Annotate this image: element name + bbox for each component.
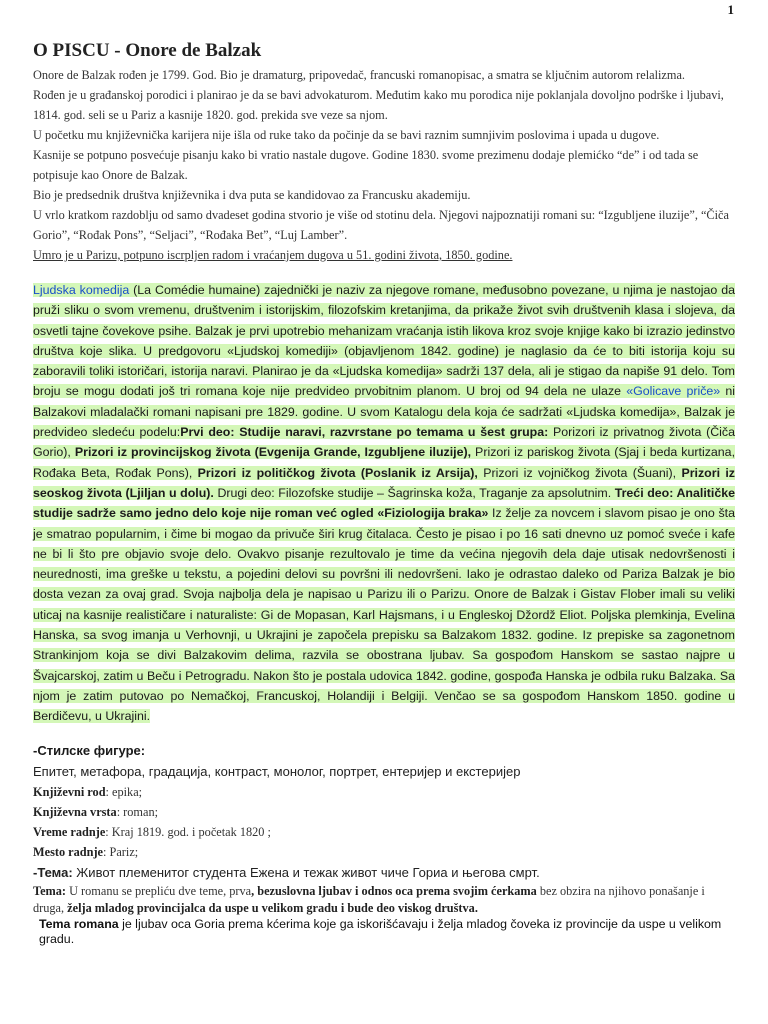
tema-romana xyxy=(39,917,735,947)
tema-bold-2: želja mladog provincijalca da uspe u velikom gradu i bude deo viskog društva. xyxy=(67,900,478,915)
tema-cyrillic xyxy=(33,862,735,883)
hl-text-7: Iz želje za novcem i slavom pisao je ono šta je smatrao popularnim, i čime bi mogao da privuče širi krug čitalaca. Često je pisao i po 16 sati dnevno uz pomoć sveće i kafe ne bi li što pre objavio svoje delo. Ovakvo pisanje rezultovalo je time da većina njegovih dela daje utisak nedovršenosti i neurednosti, ima greške u tekstu, a pojedini delovi su površni ili nedovršeni. Iako je odrastao daleko od Pariza Balzak je bio dosta vezan za ovaj grad. Svoja najbolja dela je napisao u Parizu ili o Parizu. Onore de Balzak i Gistav Flober imali su veliki uticaj na kasnije realističare i naturaliste: Gi de Mopasan, Karl Hajsmans, i u Engleskoj Džordž Eliot. Poljska plemkinja, Evelina Hanska, sa svog imanja u Verhovnji, u Ukrajini je započela prepisku sa Balzakom 1832. godine. Iz prepiske sa zagonetnom Strankinjom koja se divi Balzakovim delima, razvila se obostrana ljubav. Sa gospođom Hanskom se sastao najpre u Švajcarskoj, zatim u Beču i Petrogradu. Nakon što je postala udovica 1842. godine, gospođa Hanska je odbila ruku Balzaka. Sa njom je zatim putovao po Nemačkoj, Francuskoj, Holandiji i Belgiji. Venčao se sa gospođom Hanskom 1850. godine u Berdičevu, u Ukrajini. xyxy=(33,506,735,724)
meta-value: : roman; xyxy=(116,804,159,819)
hl-bold-5: Treći deo: Analitičke studije sadrže samo jedno delo koje nije roman već ogled «Fiziologija braka» xyxy=(33,485,735,521)
meta-row-rod xyxy=(33,782,735,802)
figures-list: Епитет, метафора, градација, контраст, монолог, портрет, ентеријер и екстеријер xyxy=(33,763,521,779)
tema-bold-1: , bezuslovna ljubav i odnos oca prema svojim ćerkama xyxy=(251,883,537,898)
hl-bold-3: Prizori iz političkog života (Poslanik iz Arsija), xyxy=(197,465,478,480)
meta-label: Vreme radnje xyxy=(33,824,106,839)
tema-romana-label: Tema romana xyxy=(39,916,119,931)
hl-text-6: Drugi deo: Filozofske studije – Šagrinska koža, Traganje za apsolutnim. xyxy=(213,485,615,500)
intro-paragraph-3: U početku mu književnička karijera nije išla od ruke tako da počinje da se bavi raznim sumnjivim poslovima i upada u dugove. xyxy=(33,128,660,142)
hl-text-2: ni Balzakovi mladalački romani napisani pre 1829. godine. U svom Katalogu dela koja će sadržati «Ljudska komedija», Balzak je predvideo sledeću podelu: xyxy=(33,384,736,440)
meta-value: : Pariz; xyxy=(103,844,139,859)
tema-text-2: bez obzira na njihovo ponašanje i druga, xyxy=(33,883,705,915)
meta-row-vreme xyxy=(33,822,735,842)
document-body xyxy=(33,40,735,947)
hl-text-1: (La Comédie humaine) zajednički je naziv za njegove romane, međusobno povezane, u njima je nastojao da pruži sliku o svom vremenu, društvenim i istorijskim, filozofskim kretanjima, da prikaže život svih društvenih klasa i slojeva, da osvetli tajne čovekove psihe. Balzak je prvi upotrebio mehanizam vraćanja istih likova kroz svoje knjige kako bi izrazio jedinstvo društva koje slika. U predgovoru «Ljudskoj komediji» (objavljenom 1842. godine) je naglasio da će to biti istorija koju su zaboravili toliki istoričari, istorija naravi. Planirao je da «Ljudska komedija» sadrži 137 dela, ali je stigao da napiše 91 delo. Tom broju se mogu dodati još tri romana koje nije predvideo prvobitnim planom. U broj od 94 dela ne ulaze xyxy=(33,283,735,399)
hl-bold-1: Prvi deo: Studije naravi, razvrstane po temama u šest grupa: xyxy=(180,425,549,440)
tema-cyrillic-text: Живот племенитог студента Ежена и тежак живот чиче Гориа и његова смрт. xyxy=(72,864,540,880)
intro-paragraph-6: U vrlo kratkom razdoblju od samo dvadeset godina stvorio je više od stotinu dela. Njegovi najpoznatiji romani su: “Izgubljene iluzije”, “Čiča Gorio”, “Rođak Pons”, “Seljaci”, “Rođaka Bet”, “Luj Lamber”. xyxy=(33,208,729,242)
hl-text-4: Prizori iz pariskog života (Sjaj i beda kurtizana, Rođaka Beta, Rođak Pons), xyxy=(33,445,736,480)
meta-value: : epika; xyxy=(105,784,143,799)
meta-label: Književna vrsta xyxy=(33,804,117,819)
meta-value: : Kraj 1819. god. i početak 1820 ; xyxy=(105,824,271,839)
link-golicave-price[interactable]: «Golicave priče» xyxy=(626,384,721,399)
intro-paragraph-1: Onore de Balzak rođen je 1799. God. Bio je dramaturg, pripovedač, francuski romanopisac, a smatra se ključnim autorom relalizma. xyxy=(33,68,685,82)
page-number: 1 xyxy=(727,2,734,17)
intro-paragraph-4: Kasnije se potpuno posvećuje pisanju kako bi vratio nastale dugove. Godine 1830. svome prezimenu dodaje plemićko “de” i od tada se potpisuje kao Onore de Balzak. xyxy=(33,148,699,182)
hl-text-3: Porizori iz privatnog života (Čiča Gorio), xyxy=(33,425,735,460)
intro-paragraph-last: Umro je u Parizu, potpuno iscrpljen radom i vraćanjem dugova u 51. godini života, 1850. godine. xyxy=(33,248,513,262)
hl-bold-4: Prizori iz seoskog života (Ljiljan u dolu). xyxy=(33,465,735,500)
meta-label: Mesto radnje xyxy=(33,844,104,859)
intro-paragraph-2: Rođen je u građanskoj porodici i planirao je da se bavi advokaturom. Međutim kako mu porodica nije poklanjala dovoljno podrške i ljubavi, 1814. god. seli se u Pariz a kasnije 1820. god. prekida sve veze sa njom. xyxy=(33,88,724,122)
hl-bold-2: Prizori iz provincijskog života (Evgenija Grande, Izgubljene iluzije), xyxy=(74,445,472,460)
tema-romana-text: je ljubav oca Goria prema kćerima koje ga iskorišćavaju i želja mladog čoveka iz provincije da uspe u velikom gradu. xyxy=(39,916,722,946)
tema-cyrillic-label: -Тема: xyxy=(33,864,73,880)
intro-paragraph-5: Bio je predsednik društva književnika i dva puta se kandidovao za Francusku akademiju. xyxy=(33,188,471,202)
meta-row-mesto xyxy=(33,842,735,862)
link-ljudska-komedija[interactable]: Ljudska komedija xyxy=(33,283,130,297)
tema-paragraph xyxy=(33,883,735,917)
highlighted-paragraph xyxy=(33,280,735,727)
meta-row-vrsta xyxy=(33,802,735,822)
tema-label: Tema: xyxy=(33,883,67,898)
hl-text-5: Prizori iz vojničkog života (Šuani), xyxy=(477,465,682,480)
page-title: O PISCU - Onore de Balzak xyxy=(33,40,262,61)
tema-text-1: U romanu se prepliću dve teme, prva xyxy=(66,883,252,898)
meta-label: Književni rod xyxy=(33,784,106,799)
figures-heading: -Стилске фигуре: xyxy=(33,742,146,758)
